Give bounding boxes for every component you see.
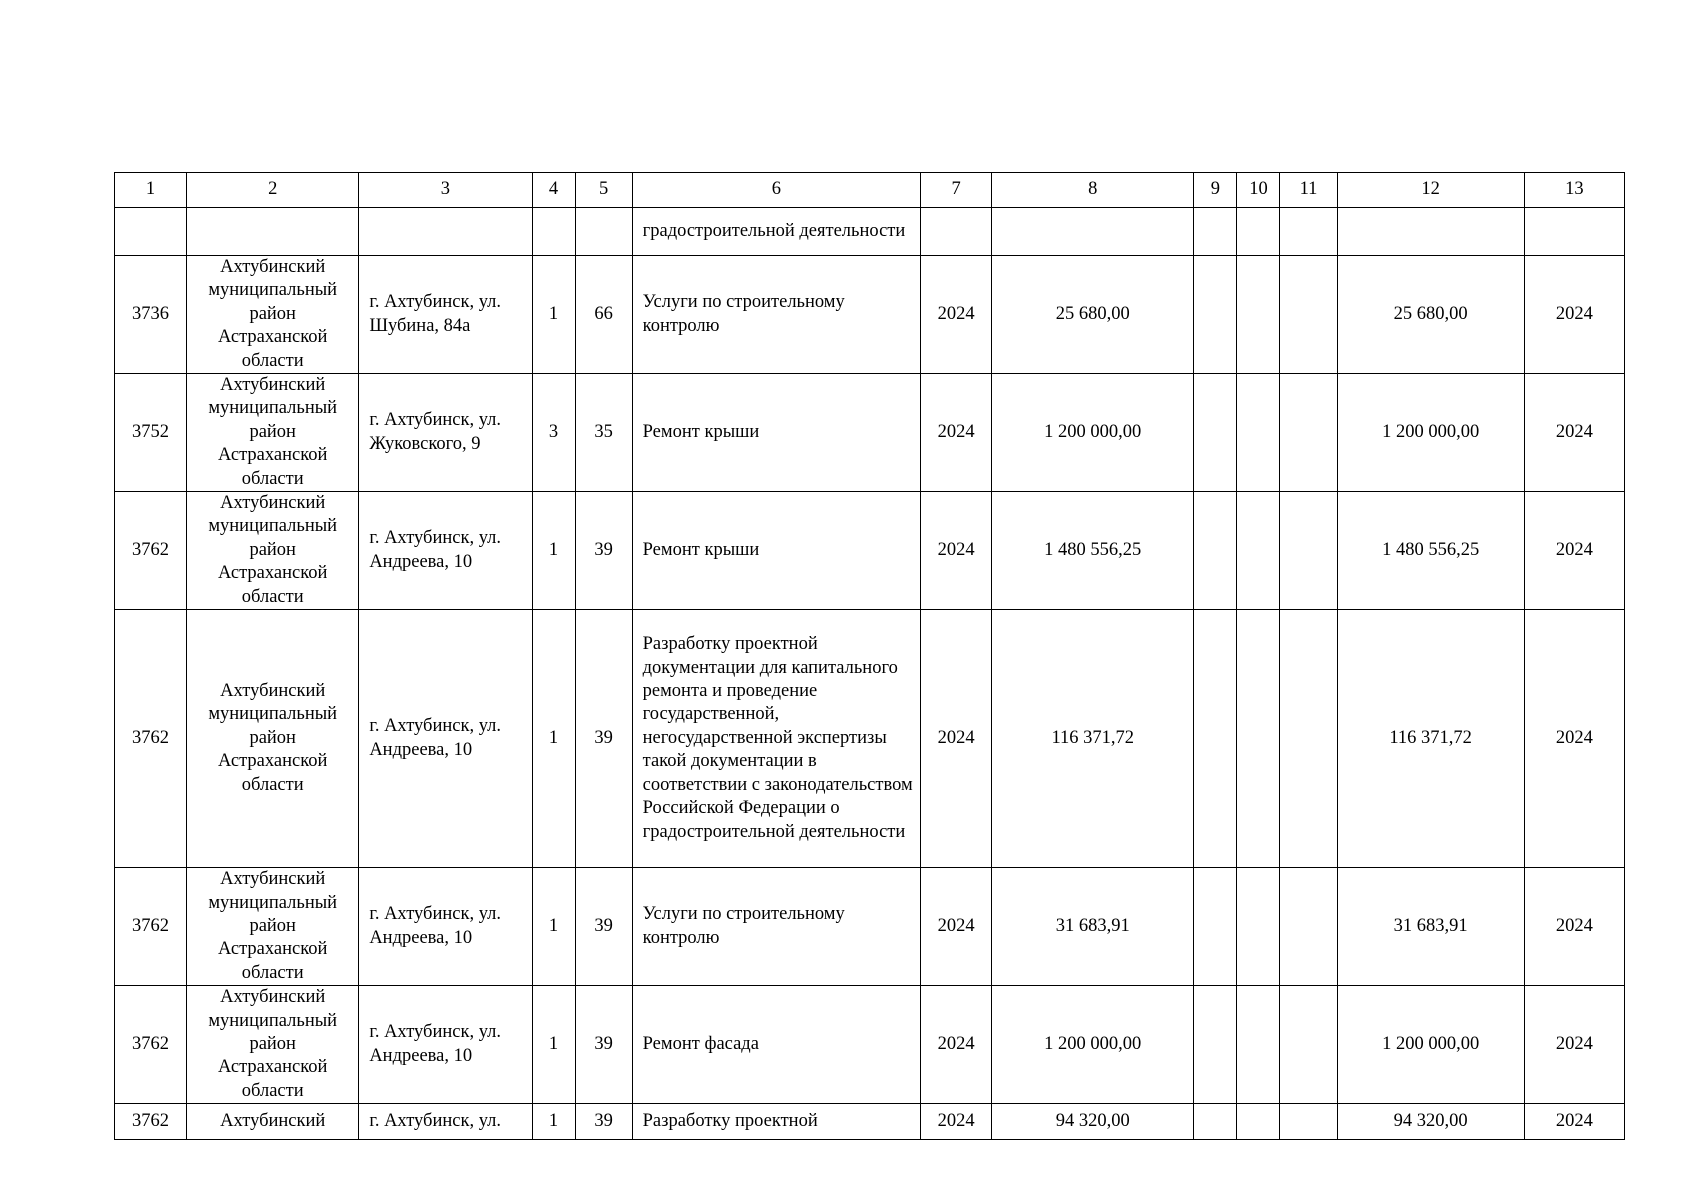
district-cell: Ахтубинский муниципальный район Астраханской области <box>187 492 359 610</box>
cost-cell: 25 680,00 <box>992 256 1194 374</box>
col4-cell: 1 <box>532 492 575 610</box>
table-row <box>115 610 1625 868</box>
col5-cell: 35 <box>575 374 632 492</box>
header-cell: 13 <box>1524 173 1624 208</box>
work-type-cell: Ремонт крыши <box>632 374 920 492</box>
table-row <box>115 256 1625 374</box>
col10-cell <box>1237 208 1280 256</box>
col9-cell <box>1194 868 1237 986</box>
col11-cell <box>1280 1104 1337 1140</box>
district-cell: Ахтубинский муниципальный район Астраханской области <box>187 868 359 986</box>
work-type-cell: Разработку проектной документации для капитального ремонта и проведение государственной, негосударственной экспертизы такой документации в соответствии с законодательством Российской Федерации о градостроительной деятельности <box>632 610 920 868</box>
cost-cell: 94 320,00 <box>992 1104 1194 1140</box>
col9-cell <box>1194 986 1237 1104</box>
record-number-cell: 3752 <box>115 374 187 492</box>
header-cell: 5 <box>575 173 632 208</box>
header-cell: 10 <box>1237 173 1280 208</box>
table-row <box>115 492 1625 610</box>
col10-cell <box>1237 492 1280 610</box>
col4-cell <box>532 208 575 256</box>
column-number-row <box>115 173 1625 208</box>
completion-year-cell: 2024 <box>1524 374 1624 492</box>
amount-cell: 1 200 000,00 <box>1337 986 1524 1104</box>
col9-cell <box>1194 256 1237 374</box>
header-cell: 4 <box>532 173 575 208</box>
district-cell <box>187 208 359 256</box>
col5-cell: 39 <box>575 610 632 868</box>
header-cell: 3 <box>359 173 532 208</box>
district-cell: Ахтубинский муниципальный район Астраханской области <box>187 986 359 1104</box>
col11-cell <box>1280 374 1337 492</box>
record-number-cell: 3762 <box>115 986 187 1104</box>
table-row <box>115 986 1625 1104</box>
record-number-cell: 3762 <box>115 610 187 868</box>
completion-year-cell: 2024 <box>1524 610 1624 868</box>
header-cell: 8 <box>992 173 1194 208</box>
record-number-cell: 3762 <box>115 1104 187 1140</box>
col10-cell <box>1237 1104 1280 1140</box>
col9-cell <box>1194 1104 1237 1140</box>
table-row <box>115 208 1625 256</box>
district-cell: Ахтубинский муниципальный район Астраханской области <box>187 256 359 374</box>
col4-cell: 1 <box>532 986 575 1104</box>
work-type-cell: Услуги по строительному контролю <box>632 868 920 986</box>
col5-cell: 39 <box>575 986 632 1104</box>
col11-cell <box>1280 256 1337 374</box>
col5-cell: 66 <box>575 256 632 374</box>
col11-cell <box>1280 610 1337 868</box>
col4-cell: 1 <box>532 610 575 868</box>
year-cell <box>921 208 992 256</box>
register-table <box>114 172 1625 1140</box>
col9-cell <box>1194 492 1237 610</box>
header-cell: 2 <box>187 173 359 208</box>
col11-cell <box>1280 492 1337 610</box>
table-row <box>115 868 1625 986</box>
completion-year-cell: 2024 <box>1524 986 1624 1104</box>
year-cell: 2024 <box>921 374 992 492</box>
header-cell: 6 <box>632 173 920 208</box>
header-cell: 12 <box>1337 173 1524 208</box>
district-cell: Ахтубинский муниципальный район Астраханской области <box>187 610 359 868</box>
table-row <box>115 374 1625 492</box>
address-cell: г. Ахтубинск, ул. Андреева, 10 <box>359 492 532 610</box>
col4-cell: 1 <box>532 256 575 374</box>
completion-year-cell <box>1524 208 1624 256</box>
completion-year-cell: 2024 <box>1524 868 1624 986</box>
cost-cell <box>992 208 1194 256</box>
year-cell: 2024 <box>921 868 992 986</box>
work-type-cell: Услуги по строительному контролю <box>632 256 920 374</box>
col11-cell <box>1280 868 1337 986</box>
address-cell: г. Ахтубинск, ул. Андреева, 10 <box>359 986 532 1104</box>
completion-year-cell: 2024 <box>1524 1104 1624 1140</box>
address-cell: г. Ахтубинск, ул. <box>359 1104 532 1140</box>
col10-cell <box>1237 986 1280 1104</box>
col4-cell: 3 <box>532 374 575 492</box>
header-cell: 11 <box>1280 173 1337 208</box>
col4-cell: 1 <box>532 1104 575 1140</box>
year-cell: 2024 <box>921 492 992 610</box>
amount-cell: 1 480 556,25 <box>1337 492 1524 610</box>
amount-cell <box>1337 208 1524 256</box>
address-cell: г. Ахтубинск, ул. Шубина, 84а <box>359 256 532 374</box>
col9-cell <box>1194 208 1237 256</box>
header-cell: 1 <box>115 173 187 208</box>
work-type-cell: Ремонт крыши <box>632 492 920 610</box>
cost-cell: 116 371,72 <box>992 610 1194 868</box>
col5-cell <box>575 208 632 256</box>
completion-year-cell: 2024 <box>1524 492 1624 610</box>
district-cell: Ахтубинский муниципальный район Астраханской области <box>187 374 359 492</box>
work-type-cell: градостроительной деятельности <box>632 208 920 256</box>
cost-cell: 1 200 000,00 <box>992 986 1194 1104</box>
col10-cell <box>1237 868 1280 986</box>
col5-cell: 39 <box>575 868 632 986</box>
year-cell: 2024 <box>921 986 992 1104</box>
col10-cell <box>1237 256 1280 374</box>
record-number-cell: 3736 <box>115 256 187 374</box>
col4-cell: 1 <box>532 868 575 986</box>
year-cell: 2024 <box>921 610 992 868</box>
amount-cell: 25 680,00 <box>1337 256 1524 374</box>
table-row <box>115 1104 1625 1140</box>
header-cell: 9 <box>1194 173 1237 208</box>
address-cell: г. Ахтубинск, ул. Андреева, 10 <box>359 868 532 986</box>
amount-cell: 94 320,00 <box>1337 1104 1524 1140</box>
col10-cell <box>1237 610 1280 868</box>
district-cell: Ахтубинский <box>187 1104 359 1140</box>
completion-year-cell: 2024 <box>1524 256 1624 374</box>
work-type-cell: Разработку проектной <box>632 1104 920 1140</box>
cost-cell: 31 683,91 <box>992 868 1194 986</box>
col11-cell <box>1280 208 1337 256</box>
year-cell: 2024 <box>921 256 992 374</box>
col5-cell: 39 <box>575 1104 632 1140</box>
header-cell: 7 <box>921 173 992 208</box>
record-number-cell <box>115 208 187 256</box>
amount-cell: 116 371,72 <box>1337 610 1524 868</box>
cost-cell: 1 480 556,25 <box>992 492 1194 610</box>
address-cell <box>359 208 532 256</box>
col5-cell: 39 <box>575 492 632 610</box>
address-cell: г. Ахтубинск, ул. Жуковского, 9 <box>359 374 532 492</box>
col9-cell <box>1194 610 1237 868</box>
col10-cell <box>1237 374 1280 492</box>
year-cell: 2024 <box>921 1104 992 1140</box>
address-cell: г. Ахтубинск, ул. Андреева, 10 <box>359 610 532 868</box>
record-number-cell: 3762 <box>115 492 187 610</box>
amount-cell: 31 683,91 <box>1337 868 1524 986</box>
col9-cell <box>1194 374 1237 492</box>
amount-cell: 1 200 000,00 <box>1337 374 1524 492</box>
col11-cell <box>1280 986 1337 1104</box>
work-type-cell: Ремонт фасада <box>632 986 920 1104</box>
cost-cell: 1 200 000,00 <box>992 374 1194 492</box>
record-number-cell: 3762 <box>115 868 187 986</box>
